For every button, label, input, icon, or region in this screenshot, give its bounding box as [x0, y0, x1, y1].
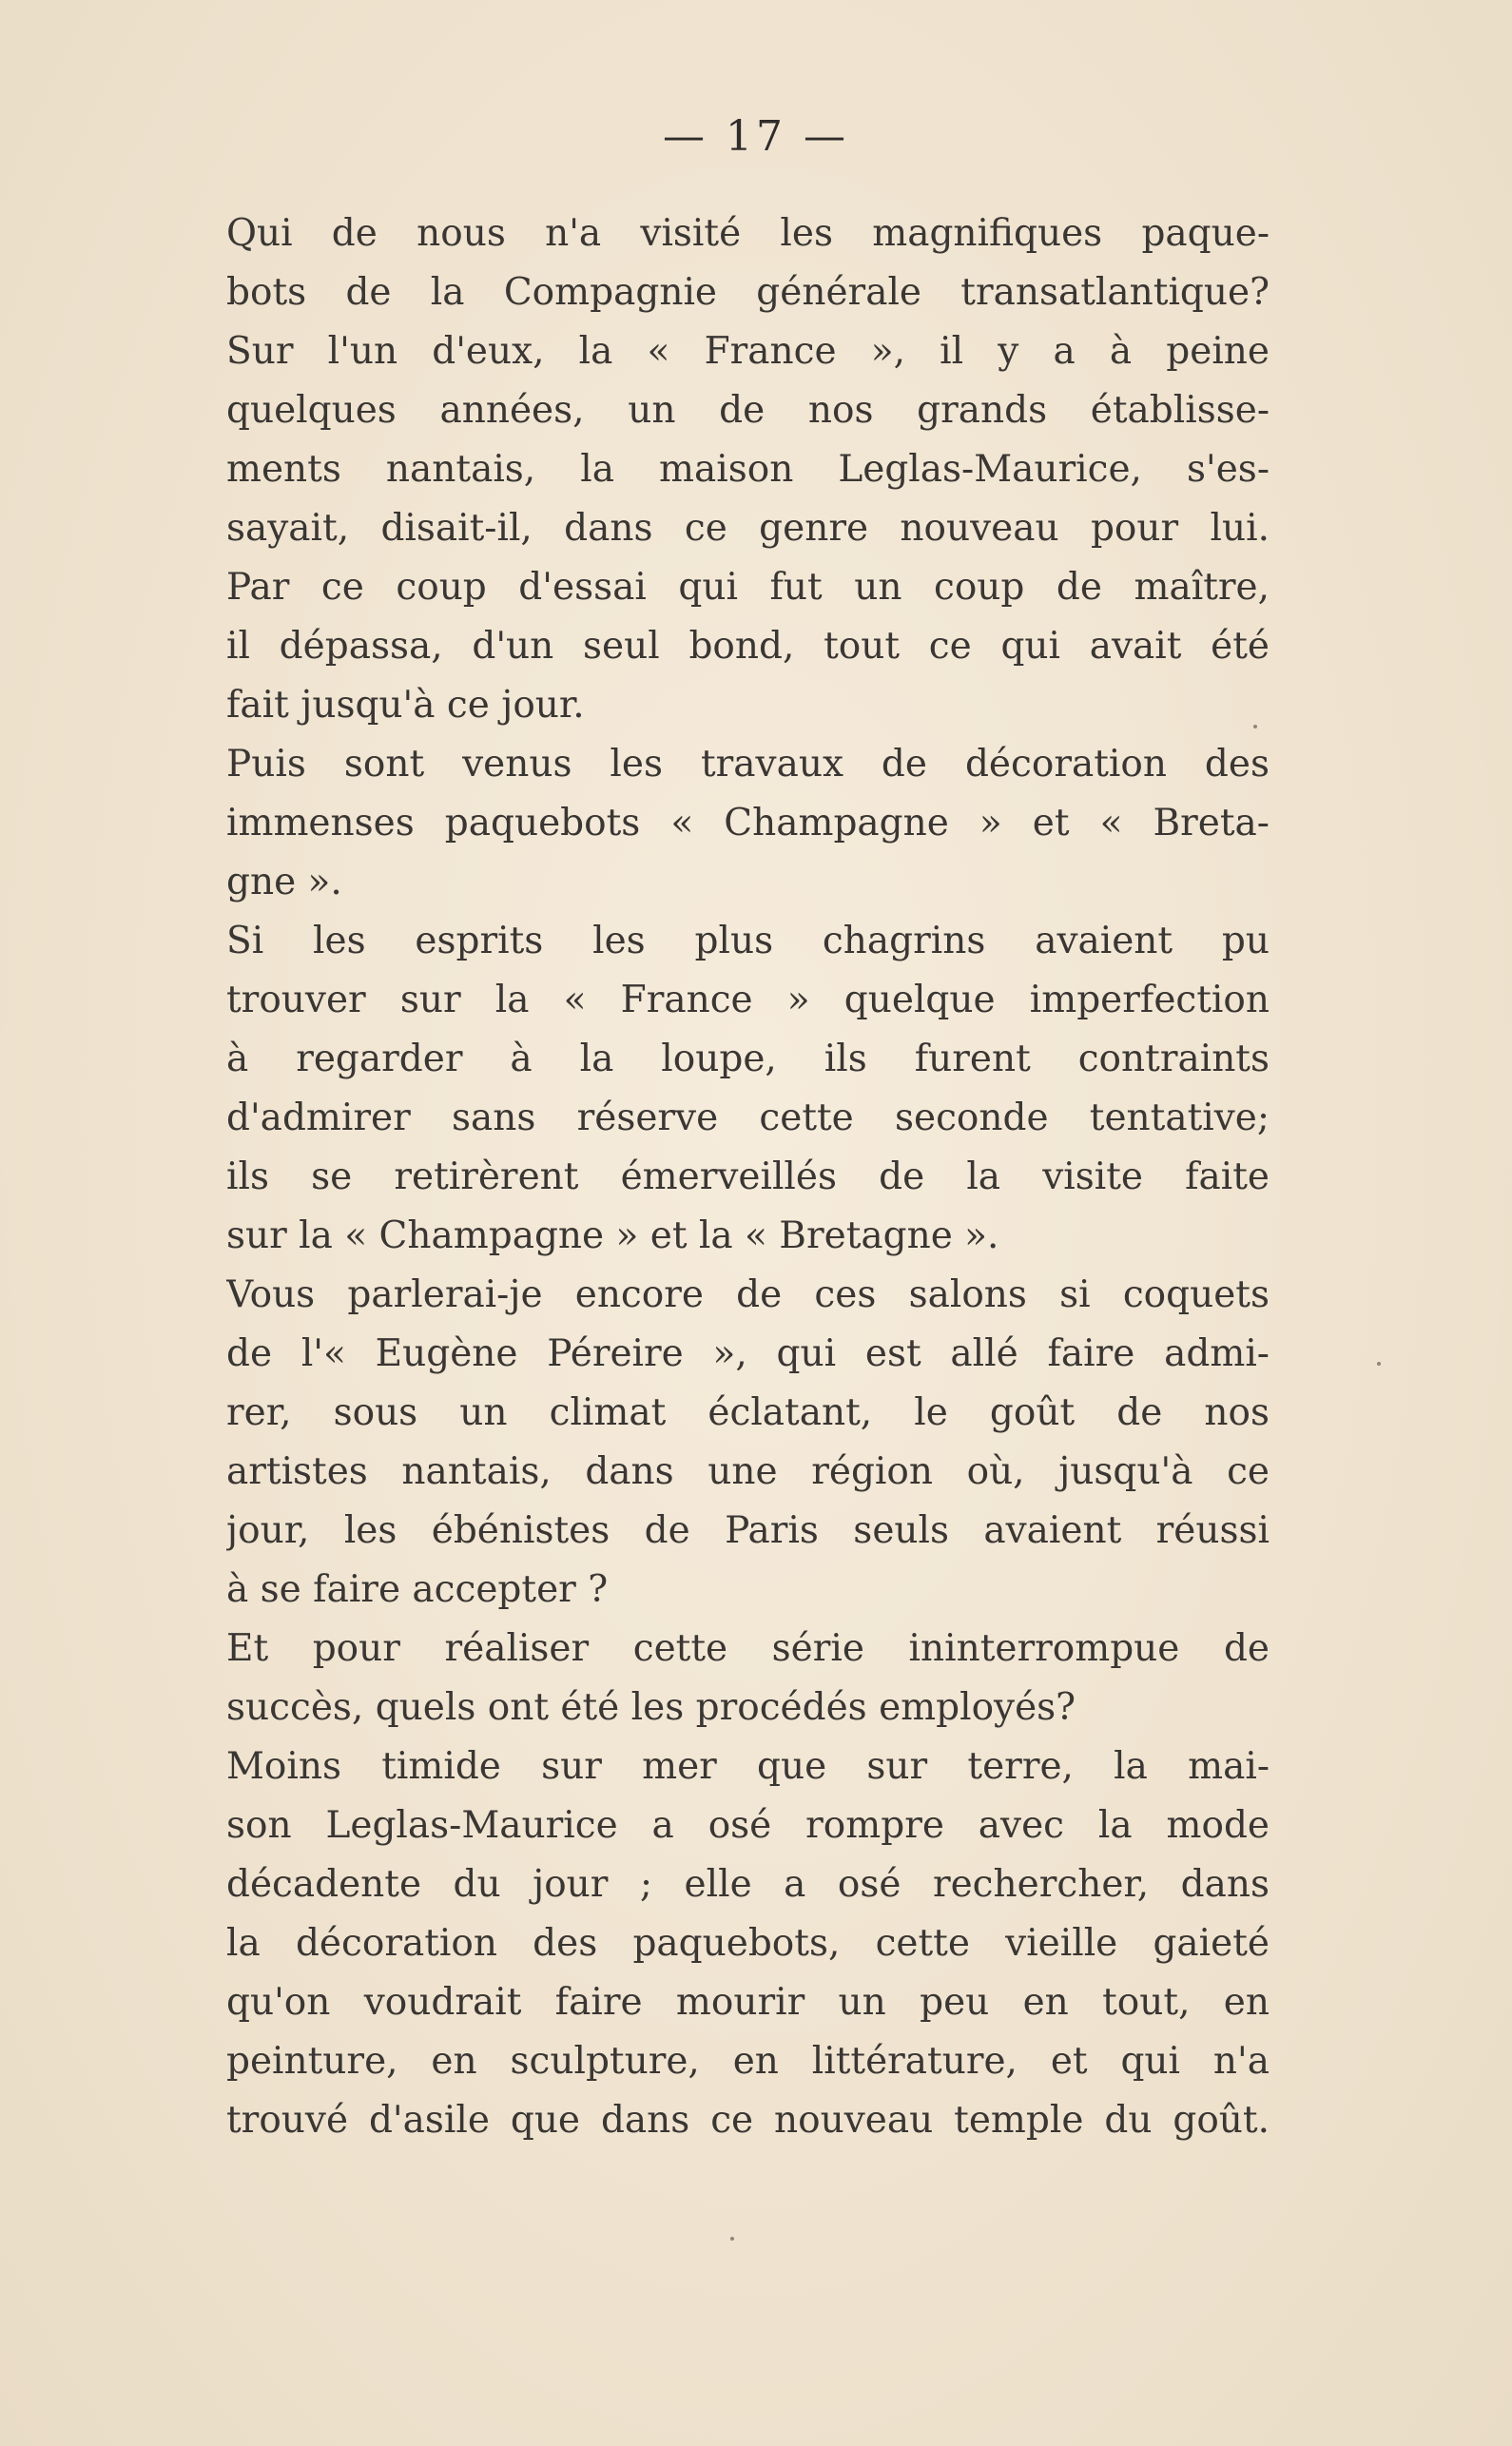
- text-line: Par ce coup d'essai qui fut un coup de maître,: [226, 566, 1270, 609]
- text-line: de l'« Eugène Péreire », qui est allé faire admi-: [226, 1332, 1270, 1375]
- text-line: il dépassa, d'un seul bond, tout ce qui avait été: [226, 625, 1270, 668]
- text-line: Et pour réaliser cette série ininterrompue de: [226, 1627, 1270, 1670]
- text-line: à regarder à la loupe, ils furent contraints: [226, 1038, 1270, 1080]
- text-line: succès, quels ont été les procédés employés?: [226, 1686, 1076, 1729]
- text-line: gne ».: [226, 861, 342, 903]
- text-line: ments nantais, la maison Leglas-Maurice, s'es-: [226, 448, 1270, 491]
- text-line: Sur l'un d'eux, la « France », il y a à peine: [226, 330, 1270, 373]
- text-line: immenses paquebots « Champagne » et « Breta-: [226, 802, 1270, 844]
- text-line: à se faire accepter ?: [226, 1568, 609, 1611]
- text-line: sayait, disait-il, dans ce genre nouveau pour lui.: [226, 507, 1270, 550]
- text-line: ils se retirèrent émerveillés de la visite faite: [226, 1155, 1270, 1198]
- text-line: Puis sont venus les travaux de décoration des: [226, 743, 1270, 786]
- text-line: qu'on voudrait faire mourir un peu en tout, en: [226, 1981, 1270, 2024]
- text-line: rer, sous un climat éclatant, le goût de nos: [226, 1391, 1270, 1434]
- text-line: fait jusqu'à ce jour.: [226, 684, 585, 727]
- text-line: Si les esprits les plus chagrins avaient pu: [226, 920, 1270, 962]
- text-line: jour, les ébénistes de Paris seuls avaient réussi: [226, 1509, 1270, 1552]
- body-text: [226, 204, 1270, 2150]
- text-line: la décoration des paquebots, cette vieille gaieté: [226, 1922, 1270, 1965]
- paper-speck: [730, 2237, 734, 2241]
- text-line: décadente du jour ; elle a osé rechercher, dans: [226, 1863, 1270, 1906]
- text-line: artistes nantais, dans une région où, jusqu'à ce: [226, 1450, 1270, 1493]
- page-number: — 17 —: [663, 112, 849, 161]
- text-line: d'admirer sans réserve cette seconde tentative;: [226, 1097, 1270, 1139]
- text-line: trouvé d'asile que dans ce nouveau temple du goût.: [226, 2099, 1270, 2142]
- text-line: Moins timide sur mer que sur terre, la mai-: [226, 1745, 1270, 1788]
- text-line: peinture, en sculpture, en littérature, et qui n'a: [226, 2040, 1270, 2083]
- text-line: quelques années, un de nos grands établisse-: [226, 389, 1270, 432]
- text-line: sur la « Champagne » et la « Bretagne ».: [226, 1214, 999, 1257]
- text-line: trouver sur la « France » quelque imperfection: [226, 979, 1270, 1021]
- text-line: bots de la Compagnie générale transatlantique?: [226, 271, 1270, 314]
- text-line: Vous parlerai-je encore de ces salons si coquets: [226, 1273, 1270, 1316]
- text-line: Qui de nous n'a visité les magnifiques paque-: [226, 212, 1270, 255]
- text-line: son Leglas-Maurice a osé rompre avec la mode: [226, 1804, 1270, 1847]
- paper-speck: [1253, 725, 1257, 728]
- paper-speck: [1377, 1362, 1381, 1366]
